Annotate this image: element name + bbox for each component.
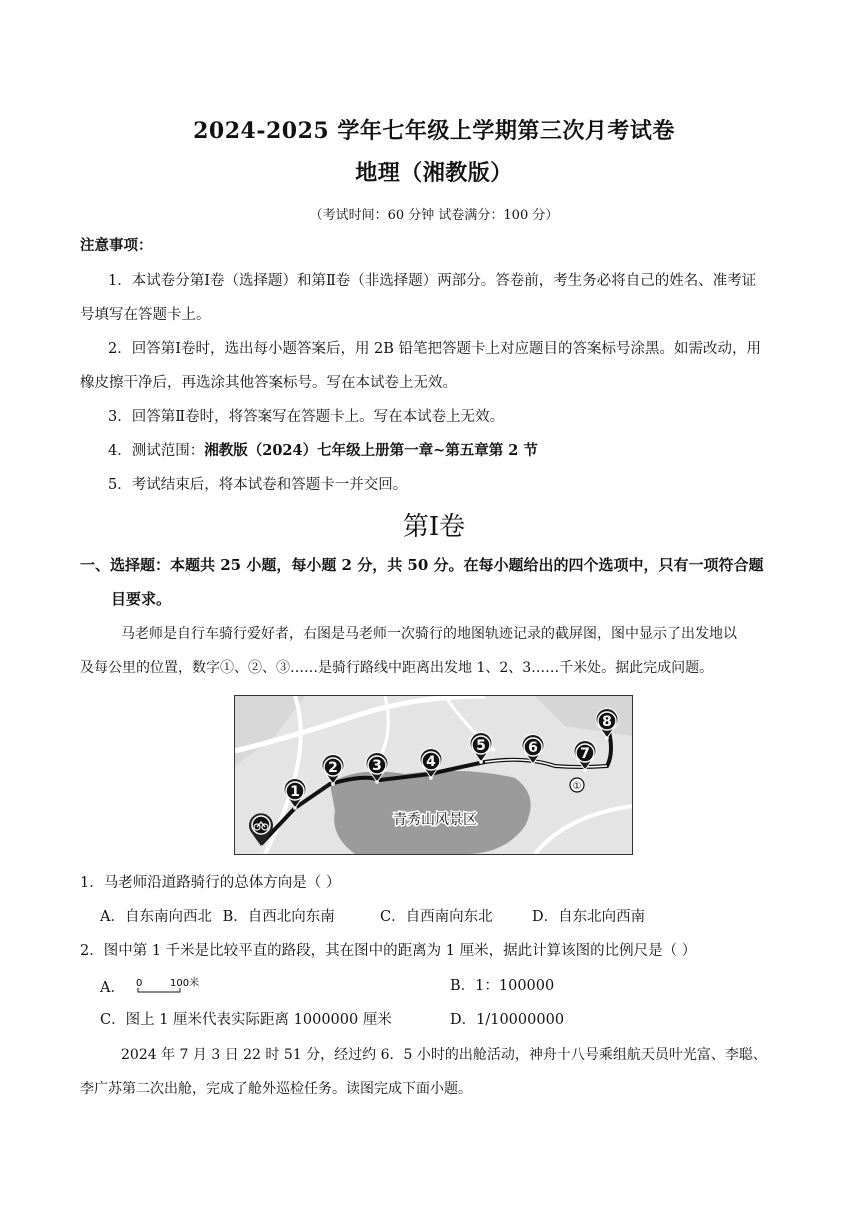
scale-left-label: 0: [135, 978, 142, 989]
km-marker-label: 6: [528, 740, 538, 756]
exam-subtitle: 地理（湘教版）: [355, 160, 513, 186]
intro-line-2: 及每公里的位置，数字①、②、③……是骑行路线中距离出发地 1、2、3……千米处。据此完成问题。: [80, 660, 714, 676]
km-marker-label: 8: [602, 714, 612, 730]
notice-item-5: 5．考试结束后，将本试卷和答题卡一并交回。: [108, 477, 408, 493]
q2-option-a: [100, 976, 210, 1000]
km-marker-label: 7: [580, 746, 590, 762]
q1-option-a: A．自东南向西北: [100, 909, 212, 925]
exam-title: 2024-2025 学年七年级上学期第三次月考试卷: [193, 118, 675, 144]
q1-options: [100, 907, 335, 927]
km-marker-label: 5: [476, 738, 486, 754]
q2-stem: 2．图中第 1 千米是比较平直的路段，其在图中的距离为 1 厘米，据此计算该图的比例尺是（ ）: [80, 943, 697, 959]
q2-option-a-prefix: A．: [100, 980, 125, 996]
km-marker-label: 3: [372, 758, 382, 774]
q2-option-b: B．1：100000: [450, 978, 555, 994]
scale-bar-svg: [130, 976, 210, 994]
notice-item-1-line-1: 1．本试卷分第Ⅰ卷（选择题）和第Ⅱ卷（非选择题）两部分。答卷前，考生务必将自己的姓名、准考证: [108, 273, 757, 289]
cycling-route-map: [234, 695, 633, 855]
notice-item-2-line-2: 橡皮擦干净后，再选涂其他答案标号。写在本试卷上无效。: [80, 375, 457, 391]
area-label: 青秀山风景区: [393, 812, 477, 828]
notice-item-4-range: 湘教版（2024）七年级上册第一章~第五章第 2 节: [204, 442, 538, 459]
circle-label: ①: [572, 781, 582, 792]
passage-line-2: 李广苏第二次出舱，完成了舱外巡检任务。读图完成下面小题。: [80, 1081, 472, 1097]
q2-option-c: C．图上 1 厘米代表实际距离 1000000 厘米: [100, 1012, 392, 1028]
q1-stem: 1．马老师沿道路骑行的总体方向是（ ）: [80, 875, 341, 891]
km-marker-label: 4: [426, 754, 436, 770]
notice-item-4: [108, 441, 538, 461]
notice-item-1-line-2: 号填写在答题卡上。: [80, 307, 211, 323]
section-title: 第Ⅰ卷: [402, 512, 466, 542]
part1-heading-line-2: 目要求。: [111, 590, 172, 608]
notice-item-4-prefix: 4．测试范围：: [108, 443, 205, 459]
part1-heading-line-1: 一、选择题：本题共 25 小题，每小题 2 分，共 50 分。在每小题给出的四个选项中，只有一项符合题: [80, 556, 764, 574]
km-marker-label: 2: [328, 760, 338, 776]
scale-right-label: 100米: [169, 978, 199, 989]
line-scale-bar: [130, 976, 210, 1000]
passage-line-1: 2024 年 7 月 3 日 22 时 51 分，经过约 6．5 小时的出舱活动，神舟十八号乘组航天员叶光富、李聪、: [121, 1047, 767, 1063]
q1-option-d: D．自东北向西南: [532, 909, 646, 925]
exam-info: （考试时间：60 分钟 试卷满分：100 分）: [309, 208, 559, 223]
notice-heading: 注意事项：: [80, 237, 153, 254]
q2-option-d: D．1/10000000: [450, 1012, 565, 1028]
notice-item-3: 3．回答第Ⅱ卷时，将答案写在答题卡上。写在本试卷上无效。: [108, 409, 505, 425]
notice-item-2-line-1: 2．回答第Ⅰ卷时，选出每小题答案后，用 2B 铅笔把答题卡上对应题目的答案标号涂黑。如需改动，用: [108, 341, 762, 357]
km-marker-label: 1: [290, 784, 300, 800]
q1-option-b: B．自西北向东南: [222, 909, 335, 925]
intro-line-1: 马老师是自行车骑行爱好者，右图是马老师一次骑行的地图轨迹记录的截屏图，图中显示了出发地以: [121, 626, 737, 642]
map-svg: [235, 696, 632, 854]
q1-option-c: C．自西南向东北: [380, 909, 493, 925]
